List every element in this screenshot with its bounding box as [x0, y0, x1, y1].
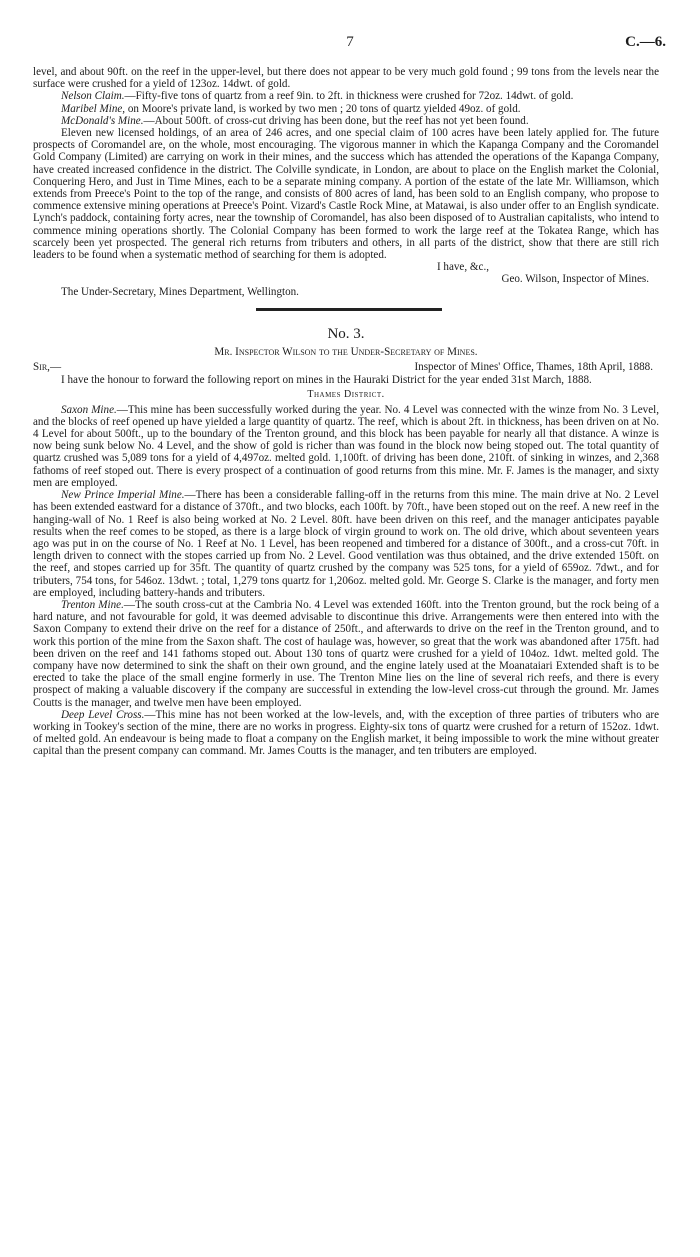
paragraph-new-prince-imperial [33, 489, 659, 599]
new-prince-imperial-text: —There has been a considerable falling-off in the returns from this mine. The main drive at No. 2 Level has been extended eastward for a distance of 370ft., and two blocks, each 100ft. by 70ft., have been stoped out on the reef. A new reef in the hanging-wall of No. 1 Reef is also being worked at No. 2 Level. 80ft. have been driven on this reef, and the manager anticipates payable results when the reef comes to be stoped, as there is a large block of virgin ground to work on. The old drive, which about seventeen years ago was put in on the course of No. 1 Reef at No. 1 Level, has been reopened and timbered for a distance of 300ft., and a cross-cut 70ft. in length driven to connect with the stopes carried up from No. 2 Level. Good ventilation was thus obtained, and the drive extended 150ft. on the reef, and stopes carried up for 35ft. The quantity of quartz crushed by the company was 525 tons, for a yield of 659oz. 7dwt., and for tributers, 754 tons, for 546oz. 13dwt. ; total, 1,279 tons quartz for 1,206oz. melted gold. Mr. George S. Clarke is the manager, and forty men are employed, including battery-hands and tributers. [33, 489, 660, 599]
office-and-date: Inspector of Mines' Office, Thames, 18th April, 1888. [414, 361, 653, 374]
deep-level-cross-text: —This mine has not been worked at the low-levels, and, with the exception of three parties of tributers who are working in Tookey's section of the mine, there are no works in progress. Eighty-six tons of quartz were crushed for a return of 152oz. 1dwt. of melted gold. An endeavour is being made to float a company on the English market, it being impossible to work the mine without greater capital than the present company can command. Mr. James Coutts is the manager, and ten tributers are employed. [33, 708, 659, 758]
document-number: No. 3. [327, 325, 365, 342]
salutation-row [33, 361, 659, 374]
page-body [33, 66, 659, 758]
salutation: Sir,— [33, 361, 62, 374]
recipient-line: The Under-Secretary, Mines Department, Wellington. [61, 285, 299, 298]
paragraph-maribel-mine [33, 103, 659, 115]
section-divider [33, 298, 659, 320]
mcdonalds-mine-title: McDonald's Mine. [61, 114, 144, 127]
paragraph-nelson-claim [33, 90, 659, 102]
deep-level-cross-title: Deep Level Cross. [61, 708, 145, 721]
page-header [30, 36, 670, 56]
trenton-mine-text: —The south cross-cut at the Cambria No. 4 Level was extended 160ft. into the Trenton ground, but the rock being of a hard nature, and not favourable for gold, it was deemed advisable to discontinue this drive. Arrangements were then entered into with the Saxon Company to extend their drive on the reef for a distance of 250ft., and afterwards to drive on the reef in the Trenton ground, and to work this portion of the mine from the Saxon shaft. The cost of haulage was, however, so great that the work was abandoned after 175ft. had been driven on the reef and 141 fathoms stoped out. About 130 tons of quartz were crushed for a yield of 104oz. 1dwt. melted gold. The company have now determined to sink the shaft on their own ground, and the engine lately used at the Moanataiari Extended shaft is to be erected to take the place of the small engine formerly in use. The Trenton Mine lies on the line of several rich reefs, and there is every prospect of making a valuable discovery if the company are successful in extending the low-level cross-cut through the ground. Mr. James Coutts is the manager, and twelve men have been employed. [33, 598, 660, 709]
document-reference: C.—6. [625, 34, 666, 50]
trenton-mine-title: Trenton Mine. [61, 598, 124, 611]
paragraph-continued: level, and about 90ft. on the reef in the upper-level, but there does not appear to be very much gold found ; 99 tons from the levels near the surface were crushed for a yield of 123oz. 14dwt. of gold. [33, 66, 659, 91]
new-prince-imperial-title: New Prince Imperial Mine. [61, 489, 185, 502]
paragraph-deep-level-cross [33, 709, 659, 758]
nelson-claim-text: —Fifty-five tons of quartz from a reef 9in. to 2ft. in thickness were crushed for 72oz. 14dwt. of gold. [124, 90, 574, 103]
nelson-claim-title: Nelson Claim. [61, 90, 125, 103]
document-address: Mr. Inspector Wilson to the Under-Secretary of Mines. [214, 346, 478, 359]
paragraph-saxon-mine [33, 404, 659, 489]
signature: Geo. Wilson, Inspector of Mines. [501, 273, 649, 286]
district-heading: Thames District. [307, 389, 385, 401]
maribel-mine-title: Maribel Mine, [61, 102, 126, 115]
paragraph-mcdonalds-mine [33, 115, 659, 127]
saxon-mine-title: Saxon Mine. [61, 403, 117, 416]
mcdonalds-mine-text: —About 500ft. of cross-cut driving has been done, but the reef has not yet been found. [143, 114, 529, 127]
maribel-mine-text: on Moore's private land, is worked by two men ; 20 tons of quartz yielded 49oz. of gold. [125, 102, 521, 115]
page-number: 7 [346, 34, 354, 50]
saxon-mine-text: —This mine has been successfully worked during the year. No. 4 Level was connected with the winze from No. 3 Level, and the blocks of reef opened up have yielded a large quantity of quartz. The reef, which is about 2ft. in thickness, has been driven on at No. 4 Level for about 500ft., up to the boundary of the Trenton ground, and this block has been payable for nearly all that distance. A winze is now being sunk below No. 4 Level, and the show of gold is richer than was found in the block now being stoped out. The total quantity of quartz crushed was 5,089 tons for a yield of 4,497oz. melted gold. 1,100ft. of driving has been done, 210ft. of sinking in winzes, and 2,368 fathoms of reef stoped out. There is every prospect of a continuation of good returns from this mine. Mr. F. James is the manager, and sixty men are employed. [33, 403, 659, 489]
intro-paragraph: I have the honour to forward the following report on mines in the Hauraki District for the year ended 31st March, 1888. [61, 374, 592, 387]
paragraph-prospects: Eleven new licensed holdings, of an area of 246 acres, and one special claim of 100 acres have been lately applied for. The future prospects of Coromandel are, on the whole, most encouraging. The vigorous manner in which the Kapanga Company and the Coromandel Gold Company (Limited) are carrying on work in their mines, and the success which has attended the operations of the Kapanga Company, have created increased confidence in the district. The Colville syndicate, in London, are about to place on the English market the Colonial, Conquering Hero, and Just in Time Mines, each to be a separate mining company. A portion of the estate of the late Mr. Williamson, which extends from Preece's Point to the top of the range, and consists of 800 acres of land, has been sold to an English company, who propose to commence extensive mining operations at Preece's Point. Vizard's Castle Rock Mine, at Matawai, is also under offer to an English syndicate. Lynch's paddock, containing forty acres, near the township of Coromandel, has also been disposed of to Australian capitalists, who intend to commence mining operations shortly. The Colonial Company has been formed to work the large reef at the Tokatea Range, which has scarcely been yet prospected. The general rich returns from tributers and others, in all parts of the district, show that there are still rich leaders to be found when a systematic method of searching for them is adopted. [33, 127, 659, 262]
paragraph-trenton-mine [33, 599, 659, 709]
divider-rule [256, 308, 442, 311]
closing-line: I have, &c., [436, 261, 489, 274]
